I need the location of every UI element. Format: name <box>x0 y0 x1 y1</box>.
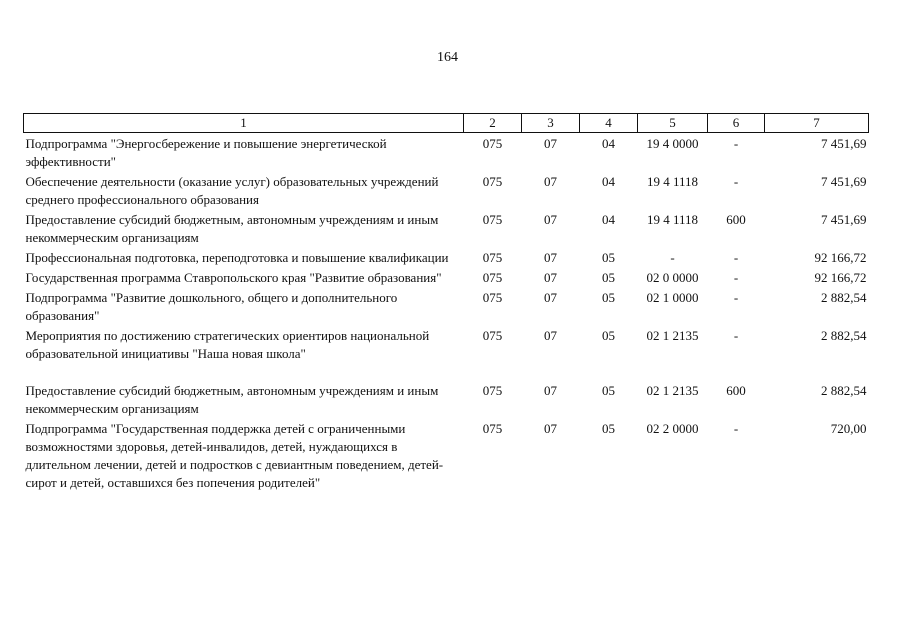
row-code-5: - <box>670 250 675 265</box>
row-code-2: 075 <box>482 421 503 436</box>
table-row <box>24 380 869 418</box>
row-amount: 7 451,69 <box>821 212 867 227</box>
row-code-2: 075 <box>482 270 503 285</box>
row-code-6: - <box>733 174 739 189</box>
row-code-3: 07 <box>544 290 557 305</box>
row-code-2: 075 <box>482 290 503 305</box>
row-code-3: 07 <box>544 136 557 151</box>
row-code-5: 02 1 2135 <box>646 328 699 343</box>
row-code-4: 05 <box>602 421 615 436</box>
row-amount: 2 882,54 <box>821 383 867 398</box>
spacer-cell <box>24 363 869 380</box>
row-code-5: 02 1 2135 <box>646 383 699 398</box>
table-row <box>24 267 869 287</box>
row-name: Подпрограмма "Государственная поддержка детей с ограниченными возможностями здоровья, детей-инвалидов, детей, нуждающихся в длительном лечении, детей и подростков с девиантным поведением, детей-сирот и детей, оставшихся без попечения родителей" <box>25 421 444 490</box>
row-amount: 7 451,69 <box>821 174 867 189</box>
table-row <box>24 171 869 209</box>
row-code-4: 05 <box>602 328 615 343</box>
row-code-3: 07 <box>544 383 557 398</box>
header-col-5: 5 <box>638 114 708 133</box>
header-col-4: 4 <box>580 114 638 133</box>
row-code-6: - <box>733 250 739 265</box>
row-amount: 7 451,69 <box>821 136 867 151</box>
row-code-6: - <box>733 270 739 285</box>
row-name: Обеспечение деятельности (оказание услуг) образовательных учреждений среднего профессионального образования <box>25 174 439 207</box>
table-row <box>24 133 869 172</box>
row-amount: 92 166,72 <box>814 270 867 285</box>
table-row <box>24 287 869 325</box>
row-code-3: 07 <box>544 174 557 189</box>
header-col-3: 3 <box>522 114 580 133</box>
row-code-4: 04 <box>602 212 615 227</box>
table-row <box>24 247 869 267</box>
header-col-7: 7 <box>765 114 869 133</box>
row-name: Предоставление субсидий бюджетным, автономным учреждениям и иным некоммерческим организациям <box>25 383 439 416</box>
header-row <box>24 114 869 133</box>
row-code-4: 04 <box>602 174 615 189</box>
row-code-4: 05 <box>602 250 615 265</box>
page-number: 164 <box>437 50 458 65</box>
row-code-6: - <box>733 328 739 343</box>
row-name: Подпрограмма "Энергосбережение и повышение энергетической эффективности" <box>25 136 387 169</box>
header-col-2: 2 <box>464 114 522 133</box>
row-code-6: - <box>733 421 739 436</box>
row-amount: 720,00 <box>830 421 867 436</box>
row-code-2: 075 <box>482 212 503 227</box>
row-code-6: - <box>733 136 739 151</box>
row-code-4: 05 <box>602 270 615 285</box>
table-row <box>24 209 869 247</box>
row-code-3: 07 <box>544 250 557 265</box>
row-code-5: 19 4 1118 <box>646 212 699 227</box>
row-amount: 2 882,54 <box>821 290 867 305</box>
row-code-4: 04 <box>602 136 615 151</box>
row-name: Предоставление субсидий бюджетным, автономным учреждениям и иным некоммерческим организациям <box>25 212 439 245</box>
row-code-4: 05 <box>602 290 615 305</box>
row-amount: 92 166,72 <box>814 250 867 265</box>
header-col-1: 1 <box>24 114 464 133</box>
row-code-2: 075 <box>482 136 503 151</box>
row-name: Государственная программа Ставропольского края "Развитие образования" <box>25 270 442 285</box>
row-code-2: 075 <box>482 174 503 189</box>
table-row <box>24 418 869 492</box>
row-code-5: 02 1 0000 <box>646 290 699 305</box>
row-code-3: 07 <box>544 270 557 285</box>
spacer-row <box>24 363 869 380</box>
row-code-6: 600 <box>726 212 746 227</box>
row-name: Подпрограмма "Развитие дошкольного, общего и дополнительного образования" <box>25 290 398 323</box>
row-code-2: 075 <box>482 250 503 265</box>
row-name: Мероприятия по достижению стратегических ориентиров национальной образовательной инициативы "Наша новая школа" <box>25 328 430 361</box>
budget-table <box>23 113 869 492</box>
header-col-6: 6 <box>708 114 765 133</box>
row-code-2: 075 <box>482 383 503 398</box>
row-code-5: 19 4 1118 <box>646 174 699 189</box>
row-code-6: - <box>733 290 739 305</box>
row-name: Профессиональная подготовка, переподготовка и повышение квалификации <box>25 250 449 265</box>
row-code-3: 07 <box>544 328 557 343</box>
row-code-2: 075 <box>482 328 503 343</box>
row-code-4: 05 <box>602 383 615 398</box>
row-code-3: 07 <box>544 421 557 436</box>
row-code-6: 600 <box>726 383 746 398</box>
row-amount: 2 882,54 <box>821 328 867 343</box>
row-code-3: 07 <box>544 212 557 227</box>
row-code-5: 02 2 0000 <box>646 421 699 436</box>
row-code-5: 02 0 0000 <box>646 270 699 285</box>
table-row <box>24 325 869 363</box>
row-code-5: 19 4 0000 <box>646 136 699 151</box>
